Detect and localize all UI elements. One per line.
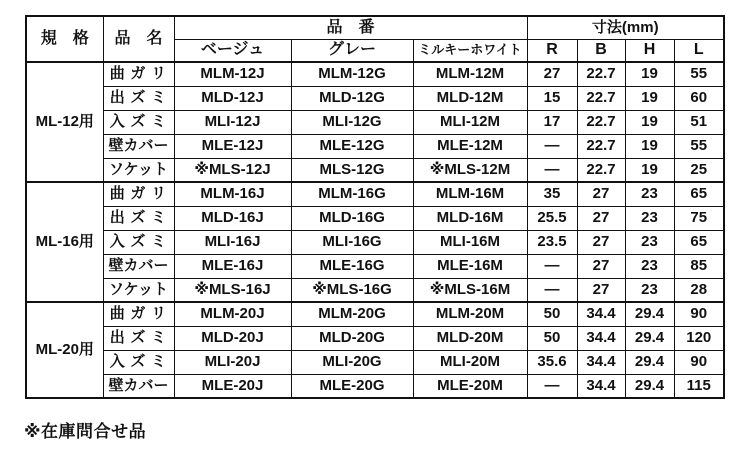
- dimension-l-cell: 28: [674, 278, 724, 302]
- table-row: [26, 326, 724, 350]
- dimension-r-cell: 17: [527, 110, 577, 134]
- dimension-h-cell: 23: [625, 254, 674, 278]
- dimension-r-cell: 35: [527, 182, 577, 206]
- table-row: [26, 134, 724, 158]
- part-number-beige-cell: MLE-20J: [174, 374, 291, 398]
- header-part-number: 品 番: [174, 16, 527, 39]
- part-number-milky-cell: MLI-12M: [413, 110, 527, 134]
- dimension-l-cell: 25: [674, 158, 724, 182]
- dimension-b-cell: 27: [577, 206, 625, 230]
- part-number-beige-cell: MLE-12J: [174, 134, 291, 158]
- part-number-beige-cell: MLM-20J: [174, 302, 291, 326]
- dimension-b-cell: 34.4: [577, 326, 625, 350]
- part-number-beige-cell: ※MLS-12J: [174, 158, 291, 182]
- footnote: ※在庫問合せ品: [24, 422, 147, 441]
- dimension-l-cell: 75: [674, 206, 724, 230]
- dimension-r-cell: 25.5: [527, 206, 577, 230]
- table-row: [26, 206, 724, 230]
- part-number-milky-cell: ※MLS-12M: [413, 158, 527, 182]
- table-row: [26, 230, 724, 254]
- dimension-h-cell: 19: [625, 110, 674, 134]
- table-row: [26, 374, 724, 398]
- part-number-milky-cell: MLM-20M: [413, 302, 527, 326]
- part-number-milky-cell: MLD-20M: [413, 326, 527, 350]
- part-number-milky-cell: MLI-16M: [413, 230, 527, 254]
- dimension-b-cell: 34.4: [577, 374, 625, 398]
- part-number-beige-cell: MLD-20J: [174, 326, 291, 350]
- product-name-cell: 壁カバー: [103, 254, 174, 278]
- dimension-r-cell: 50: [527, 326, 577, 350]
- part-number-gray-cell: MLI-20G: [291, 350, 413, 374]
- product-name-cell: 壁カバー: [103, 134, 174, 158]
- dimension-h-cell: 19: [625, 134, 674, 158]
- dimension-b-cell: 27: [577, 230, 625, 254]
- spec-table-container: [25, 15, 725, 399]
- dimension-h-cell: 23: [625, 278, 674, 302]
- table-row: [26, 158, 724, 182]
- product-name-cell: 出ズミ: [103, 86, 174, 110]
- product-name-cell: 入ズミ: [103, 230, 174, 254]
- part-number-milky-cell: MLM-12M: [413, 62, 527, 86]
- product-name-cell: 壁カバー: [103, 374, 174, 398]
- table-row: [26, 182, 724, 206]
- table-row: [26, 302, 724, 326]
- dimension-h-cell: 19: [625, 62, 674, 86]
- dimension-h-cell: 19: [625, 158, 674, 182]
- part-number-gray-cell: MLE-16G: [291, 254, 413, 278]
- product-name-cell: 入ズミ: [103, 110, 174, 134]
- part-number-gray-cell: MLE-12G: [291, 134, 413, 158]
- dimension-b-cell: 22.7: [577, 110, 625, 134]
- table-row: [26, 110, 724, 134]
- part-number-beige-cell: MLD-16J: [174, 206, 291, 230]
- part-number-gray-cell: MLM-20G: [291, 302, 413, 326]
- dimension-b-cell: 22.7: [577, 62, 625, 86]
- part-number-gray-cell: MLM-16G: [291, 182, 413, 206]
- dimension-b-cell: 22.7: [577, 158, 625, 182]
- dimension-l-cell: 115: [674, 374, 724, 398]
- part-number-gray-cell: MLD-16G: [291, 206, 413, 230]
- dimension-b-cell: 27: [577, 278, 625, 302]
- part-number-beige-cell: MLI-20J: [174, 350, 291, 374]
- header-dim-b: B: [577, 39, 625, 62]
- dimension-h-cell: 23: [625, 230, 674, 254]
- part-number-beige-cell: MLI-16J: [174, 230, 291, 254]
- dimension-r-cell: 23.5: [527, 230, 577, 254]
- part-number-beige-cell: ※MLS-16J: [174, 278, 291, 302]
- product-name-cell: ソケット: [103, 278, 174, 302]
- part-number-gray-cell: MLI-12G: [291, 110, 413, 134]
- dimension-b-cell: 27: [577, 254, 625, 278]
- part-number-milky-cell: MLI-20M: [413, 350, 527, 374]
- dimension-l-cell: 65: [674, 182, 724, 206]
- dimension-l-cell: 51: [674, 110, 724, 134]
- header-spec: 規 格: [26, 16, 103, 62]
- part-number-gray-cell: ※MLS-16G: [291, 278, 413, 302]
- header-row-top: [26, 16, 724, 39]
- dimension-l-cell: 90: [674, 350, 724, 374]
- dimension-l-cell: 90: [674, 302, 724, 326]
- part-number-beige-cell: MLI-12J: [174, 110, 291, 134]
- product-name-cell: 曲ガリ: [103, 62, 174, 86]
- dimension-l-cell: 85: [674, 254, 724, 278]
- header-name: 品 名: [103, 16, 174, 62]
- product-name-cell: 入ズミ: [103, 350, 174, 374]
- dimension-h-cell: 23: [625, 182, 674, 206]
- dimension-l-cell: 55: [674, 62, 724, 86]
- dimension-r-cell: 27: [527, 62, 577, 86]
- table-row: [26, 62, 724, 86]
- product-name-cell: 曲ガリ: [103, 182, 174, 206]
- dimension-r-cell: ―: [527, 254, 577, 278]
- product-name-cell: 出ズミ: [103, 206, 174, 230]
- spec-group-cell: ML-16用: [26, 182, 103, 302]
- part-number-milky-cell: MLE-16M: [413, 254, 527, 278]
- dimension-l-cell: 120: [674, 326, 724, 350]
- dimension-h-cell: 29.4: [625, 302, 674, 326]
- dimension-r-cell: ―: [527, 278, 577, 302]
- dimension-b-cell: 34.4: [577, 302, 625, 326]
- dimension-h-cell: 29.4: [625, 350, 674, 374]
- dimension-h-cell: 29.4: [625, 374, 674, 398]
- header-dim-r: R: [527, 39, 577, 62]
- part-number-milky-cell: MLE-20M: [413, 374, 527, 398]
- spec-group-cell: ML-12用: [26, 62, 103, 182]
- header-dimensions: 寸法(mm): [527, 16, 724, 39]
- dimension-r-cell: 50: [527, 302, 577, 326]
- table-row: [26, 350, 724, 374]
- spec-table-header: [26, 16, 724, 62]
- dimension-r-cell: ―: [527, 374, 577, 398]
- part-number-milky-cell: ※MLS-16M: [413, 278, 527, 302]
- header-color-gray: グレー: [291, 39, 413, 62]
- header-dim-l: L: [674, 39, 724, 62]
- part-number-milky-cell: MLM-16M: [413, 182, 527, 206]
- dimension-h-cell: 19: [625, 86, 674, 110]
- part-number-beige-cell: MLM-12J: [174, 62, 291, 86]
- dimension-l-cell: 60: [674, 86, 724, 110]
- dimension-l-cell: 55: [674, 134, 724, 158]
- spec-table: [25, 15, 725, 399]
- header-dim-h: H: [625, 39, 674, 62]
- table-row: [26, 254, 724, 278]
- product-name-cell: 出ズミ: [103, 326, 174, 350]
- header-color-beige: ベージュ: [174, 39, 291, 62]
- header-color-milky-white: ミルキーホワイト: [413, 39, 527, 62]
- part-number-beige-cell: MLE-16J: [174, 254, 291, 278]
- dimension-h-cell: 29.4: [625, 326, 674, 350]
- table-row: [26, 278, 724, 302]
- dimension-l-cell: 65: [674, 230, 724, 254]
- dimension-r-cell: 35.6: [527, 350, 577, 374]
- spec-table-body: [26, 62, 724, 398]
- product-name-cell: 曲ガリ: [103, 302, 174, 326]
- part-number-gray-cell: MLD-12G: [291, 86, 413, 110]
- dimension-b-cell: 27: [577, 182, 625, 206]
- product-name-cell: ソケット: [103, 158, 174, 182]
- part-number-milky-cell: MLD-16M: [413, 206, 527, 230]
- dimension-h-cell: 23: [625, 206, 674, 230]
- dimension-b-cell: 22.7: [577, 86, 625, 110]
- table-row: [26, 86, 724, 110]
- dimension-r-cell: ―: [527, 158, 577, 182]
- dimension-r-cell: ―: [527, 134, 577, 158]
- part-number-milky-cell: MLE-12M: [413, 134, 527, 158]
- part-number-beige-cell: MLM-16J: [174, 182, 291, 206]
- part-number-gray-cell: MLM-12G: [291, 62, 413, 86]
- part-number-gray-cell: MLS-12G: [291, 158, 413, 182]
- dimension-b-cell: 22.7: [577, 134, 625, 158]
- part-number-beige-cell: MLD-12J: [174, 86, 291, 110]
- part-number-milky-cell: MLD-12M: [413, 86, 527, 110]
- part-number-gray-cell: MLD-20G: [291, 326, 413, 350]
- part-number-gray-cell: MLE-20G: [291, 374, 413, 398]
- dimension-b-cell: 34.4: [577, 350, 625, 374]
- spec-group-cell: ML-20用: [26, 302, 103, 398]
- part-number-gray-cell: MLI-16G: [291, 230, 413, 254]
- dimension-r-cell: 15: [527, 86, 577, 110]
